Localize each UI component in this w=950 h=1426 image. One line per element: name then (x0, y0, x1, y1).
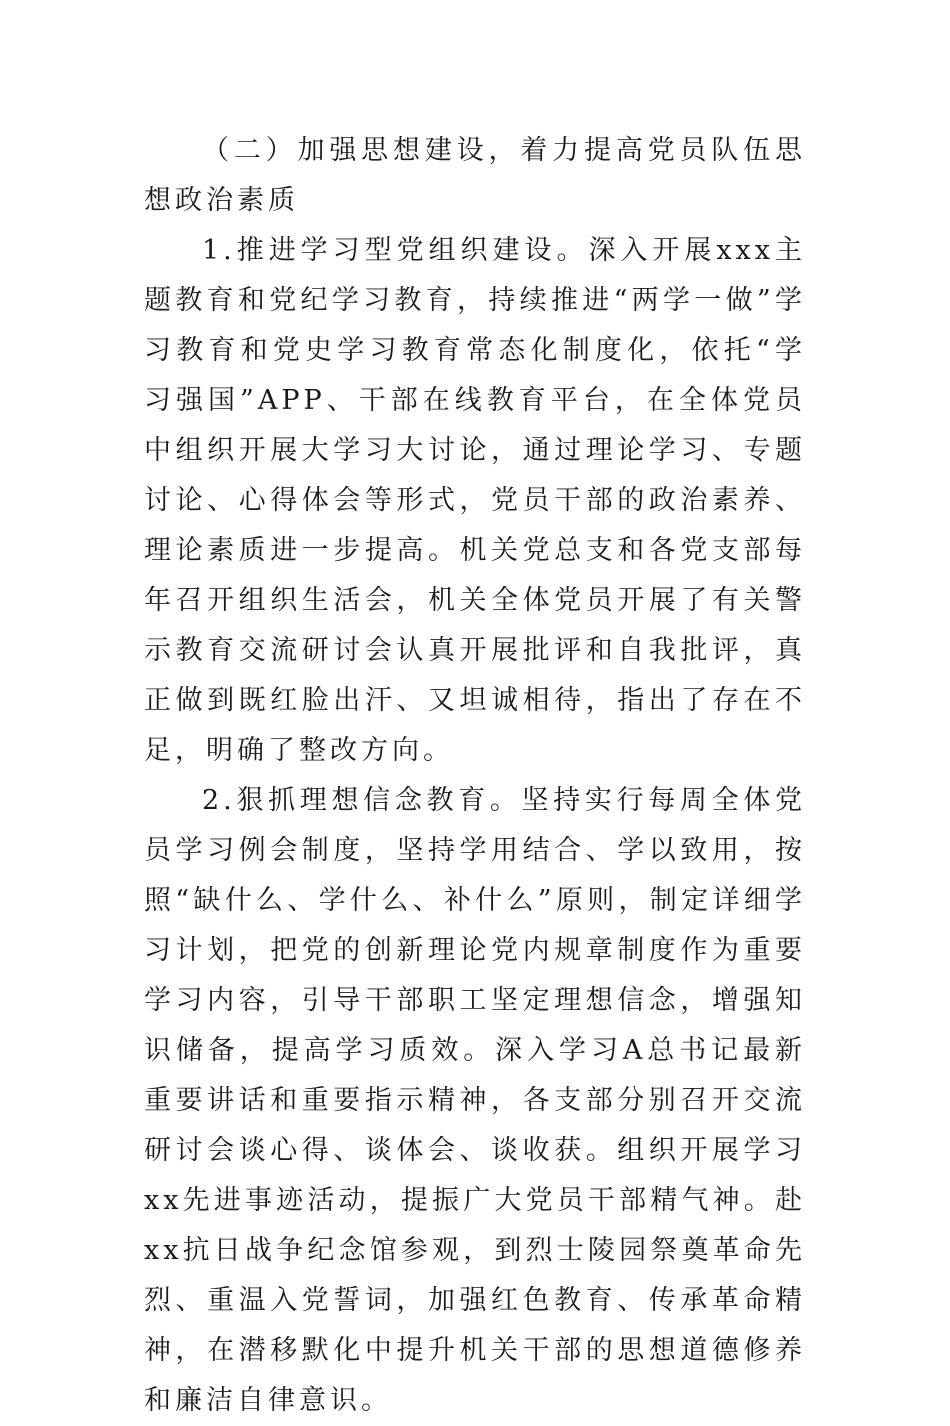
section-heading: （二）加强思想建设，着力提高党员队伍思想政治素质 (144, 135, 806, 216)
paragraph-ideals-education: 2.狠抓理想信念教育。坚持实行每周全体党员学习例会制度，坚持学用结合、学以致用，按照“缺什么、学什么、补什么”原则，制定详细学习计划，把党的创新理论党内规章制度作为重要学习内容，引导干部职工坚定理想信念，增强知识储备，提高学习质效。深入学习A总书记最新重要讲话和重要指示精神，各支部分别召开交流研讨会谈心得、谈体会、谈收获。组织开展学习xx先进事迹活动，提振广大党员干部精气神。赴xx抗日战争纪念馆参观，到烈士陵园祭奠革命先烈、重温入党誓词，加强红色教育、传承革命精神，在潜移默化中提升机关干部的思想道德修养和廉洁自律意识。 (144, 785, 806, 1416)
document-body (144, 126, 806, 1426)
paragraph-study-organization: 1.推进学习型党组织建设。深入开展xxx主题教育和党纪学习教育，持续推进“两学一做”学习教育和党史学习教育常态化制度化，依托“学习强国”APP、干部在线教育平台，在全体党员中组织开展大学习大讨论，通过理论学习、专题讨论、心得体会等形式，党员干部的政治素养、理论素质进一步提高。机关党总支和各党支部每年召开组织生活会，机关全体党员开展了有关警示教育交流研讨会认真开展批评和自我批评，真正做到既红脸出汗、又坦诚相待，指出了存在不足，明确了整改方向。 (144, 235, 806, 766)
